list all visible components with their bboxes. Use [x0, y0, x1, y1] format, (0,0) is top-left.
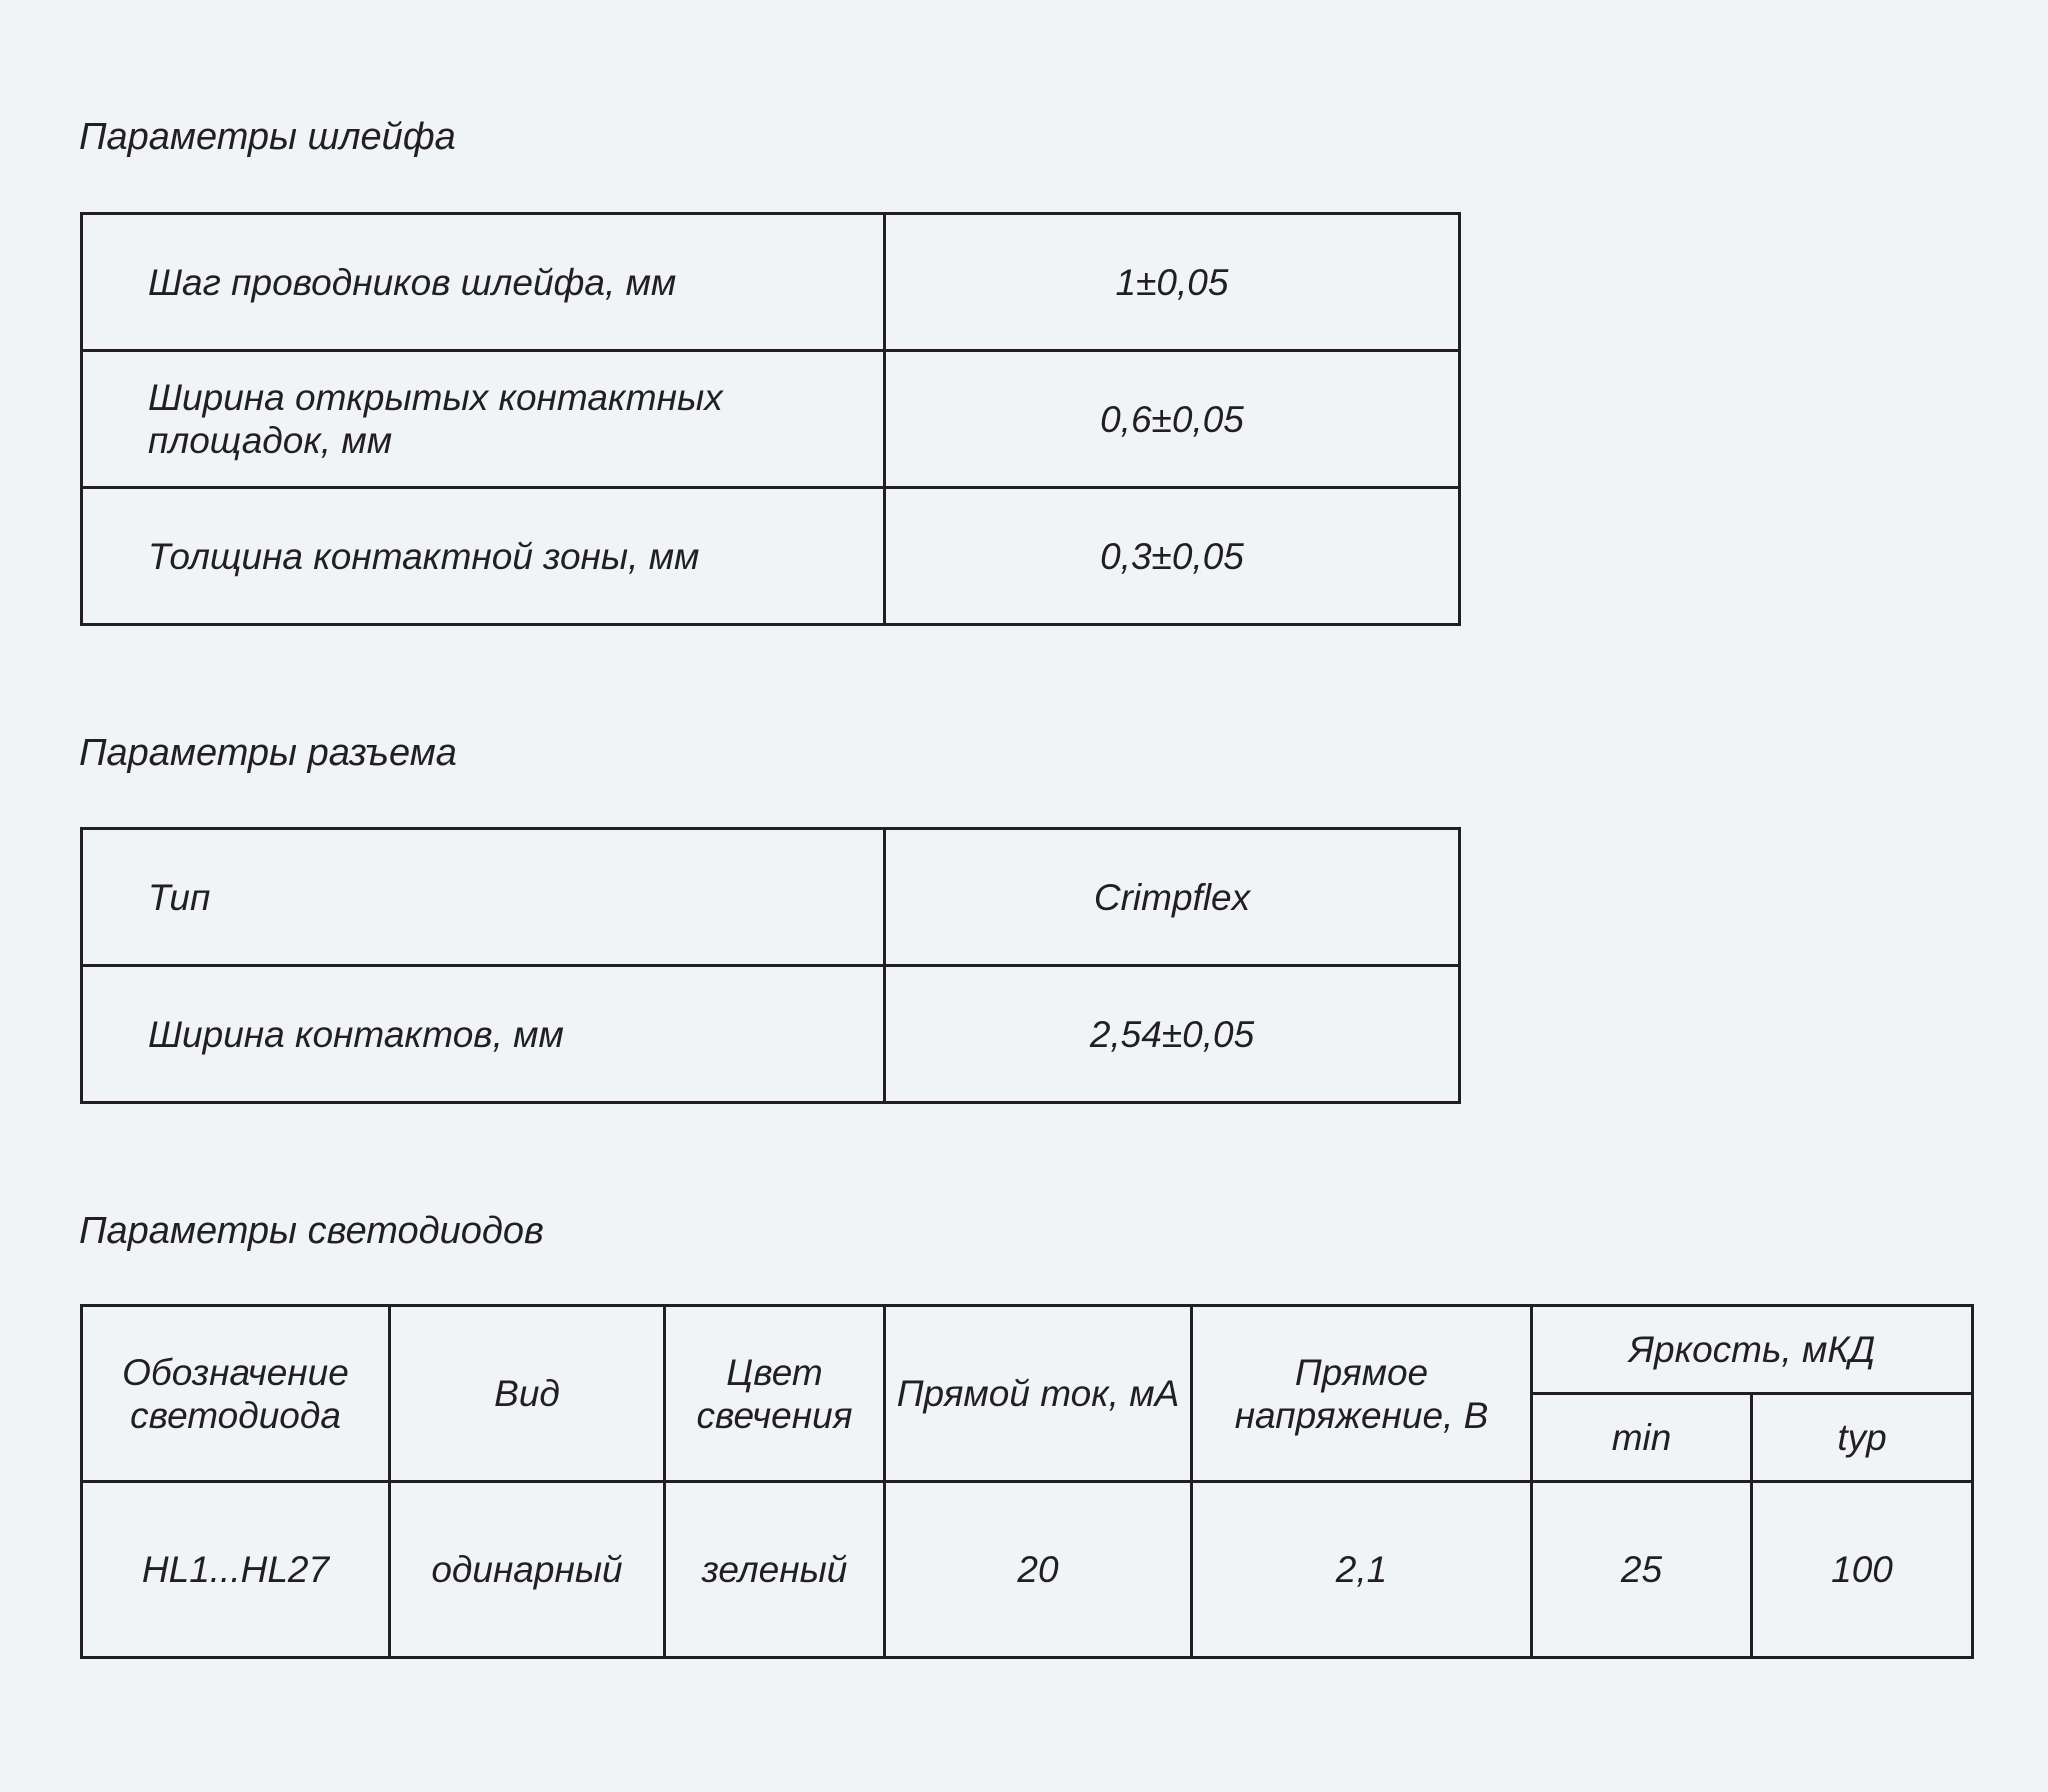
- contact-width-value: 2,54±0,05: [885, 966, 1460, 1103]
- table-row: [82, 488, 1460, 625]
- connector-type-value: Crimpflex: [885, 829, 1460, 966]
- led-color-cell: зеленый: [665, 1482, 885, 1658]
- cable-pitch-value: 1±0,05: [885, 214, 1460, 351]
- cable-parameters-title: Параметры шлейфа: [79, 116, 456, 158]
- pad-width-label: Ширина открытых контактных площадок, мм: [82, 351, 885, 488]
- led-voltage-cell: 2,1: [1192, 1482, 1532, 1658]
- header-type: Вид: [390, 1306, 665, 1482]
- led-parameters-title: Параметры светодиодов: [79, 1210, 544, 1252]
- connector-parameters-title: Параметры разъема: [79, 732, 457, 774]
- contact-width-label: Ширина контактов, мм: [82, 966, 885, 1103]
- led-brightness-min-cell: 25: [1532, 1482, 1752, 1658]
- table-row: [82, 1482, 1973, 1658]
- header-color: Цвет свечения: [665, 1306, 885, 1482]
- led-designation-cell: HL1...HL27: [82, 1482, 390, 1658]
- header-current: Прямой ток, мА: [885, 1306, 1192, 1482]
- header-row: [82, 1306, 1973, 1394]
- table-row: [82, 351, 1460, 488]
- led-parameters-table: [80, 1304, 1974, 1659]
- header-designation: Обозначение светодиода: [82, 1306, 390, 1482]
- header-voltage: Прямое напряжение, В: [1192, 1306, 1532, 1482]
- connector-parameters-table: [80, 827, 1461, 1104]
- pad-width-value: 0,6±0,05: [885, 351, 1460, 488]
- table-row: [82, 214, 1460, 351]
- table-row: [82, 829, 1460, 966]
- table-row: [82, 966, 1460, 1103]
- header-brightness: Яркость, мКД: [1532, 1306, 1973, 1394]
- contact-thickness-label: Толщина контактной зоны, мм: [82, 488, 885, 625]
- cable-pitch-label: Шаг проводников шлейфа, мм: [82, 214, 885, 351]
- led-current-cell: 20: [885, 1482, 1192, 1658]
- header-brightness-min: min: [1532, 1394, 1752, 1482]
- contact-thickness-value: 0,3±0,05: [885, 488, 1460, 625]
- connector-type-label: Тип: [82, 829, 885, 966]
- led-type-cell: одинарный: [390, 1482, 665, 1658]
- cable-parameters-table: [80, 212, 1461, 626]
- led-brightness-typ-cell: 100: [1752, 1482, 1973, 1658]
- header-brightness-typ: typ: [1752, 1394, 1973, 1482]
